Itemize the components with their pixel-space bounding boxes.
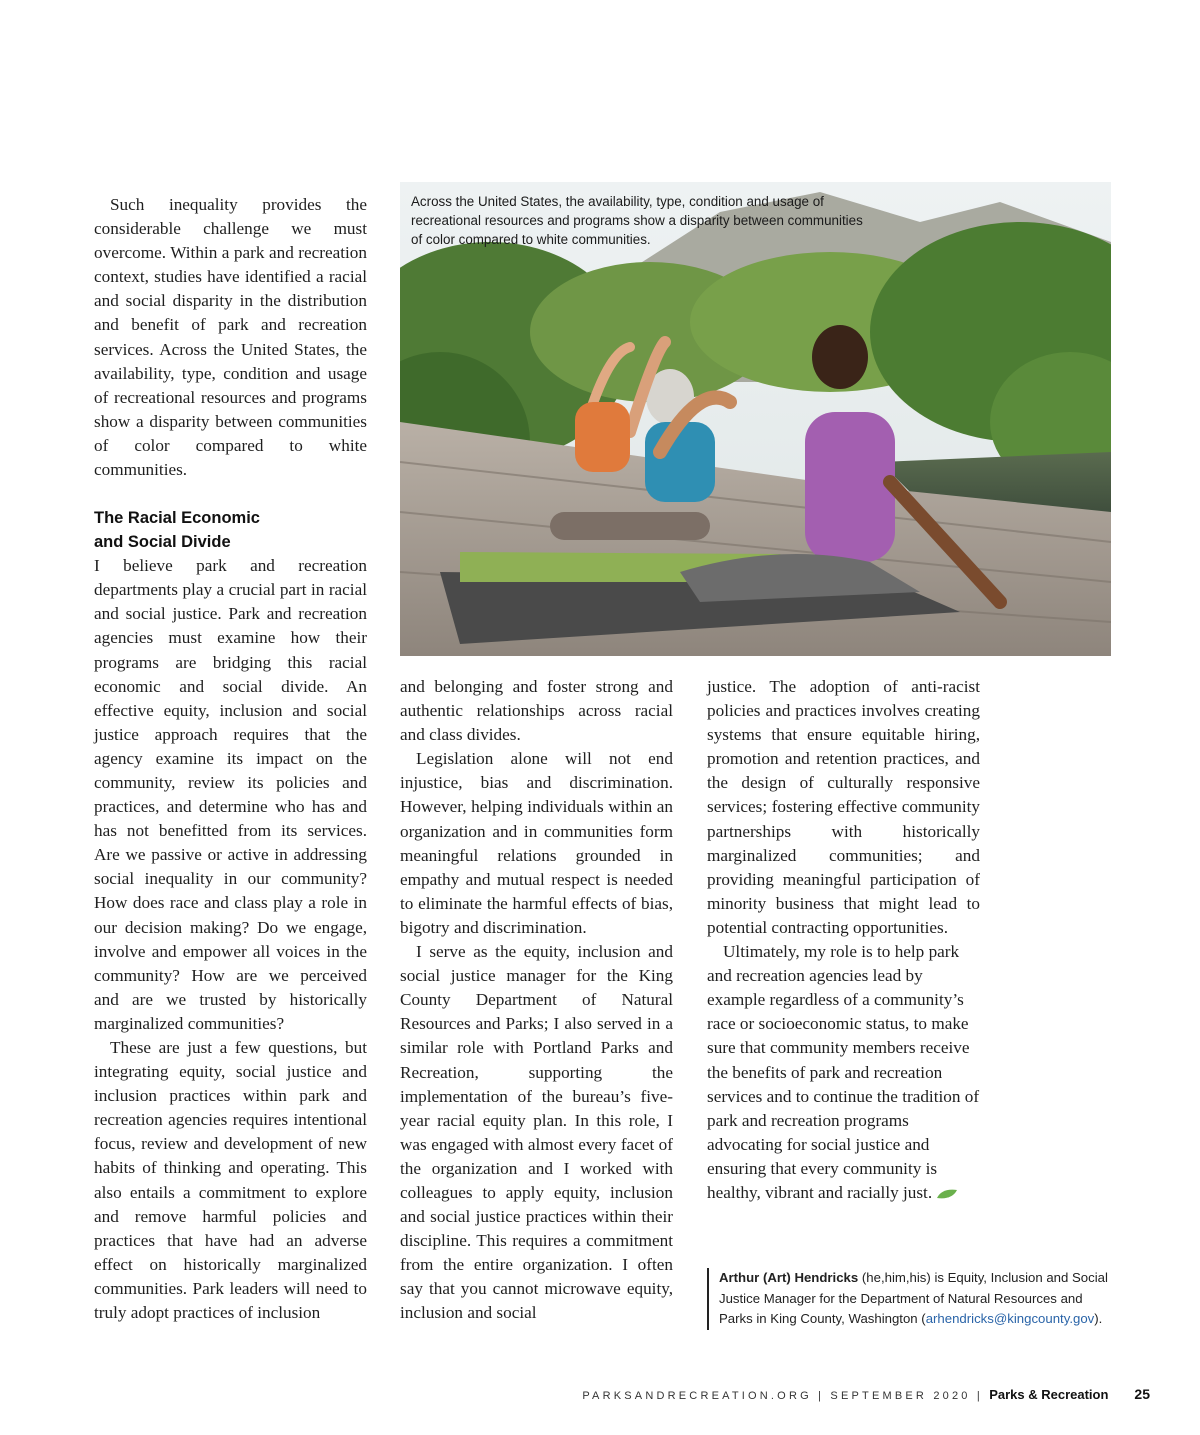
article-photo (400, 182, 1111, 656)
paragraph: I serve as the equity, inclusion and social justice manager for the King County Department of Natural Resources and Parks; I also served in a similar role with Portland Parks and Recreation, supporting the implementation of the bureau’s five-year racial equity plan. In this role, I was engaged with almost every facet of the organization and I worked with colleagues to apply equity, inclusion and social justice practices within their discipline. This requires a commitment from the entire organization. I often say that you cannot microwave equity, inclusion and social (400, 942, 673, 1323)
author-email-link[interactable]: arhendricks@kingcounty.gov (925, 1311, 1095, 1326)
footer-magazine-name: Parks & Recreation (989, 1387, 1109, 1402)
paragraph: I believe park and recreation departments play a crucial part in racial and social justice. Park and recreation agencies must examine how their programs are bridging this racial economic and social divide. An effective equity, inclusion and social justice approach requires that the agency examine its impact on the community, review its policies and practices, and determine who has and has not benefitted from its services. Are we passive or active in addressing social inequality in our community? How does race and class play a role in our decision making? Do we engage, involve and empower all voices in the community? How are we perceived and are we trusted by historically marginalized communities? (94, 556, 367, 1033)
paragraph: justice. The adoption of anti-racist policies and practices involves creating systems that ensure equitable hiring, promotion and retention practices, and the design of culturally responsive services; fostering effective community partnerships with historically marginalized communities; and providing meaningful participation of minority business that might lead to potential contracting opportunities. (707, 677, 980, 937)
article-column-1 (94, 193, 367, 1325)
footer-separator: | (970, 1390, 990, 1402)
paragraph: Such inequality provides the considerable challenge we must overcome. Within a park and recreation context, studies have identified a racial and social disparity in the distribution and benefit of park and recreation services. Across the United States, the availability, type, condition and usage of recreational resources and programs show a disparity between communities of color compared to white communities. (94, 195, 367, 480)
bio-close: ). (1094, 1311, 1103, 1326)
footer-separator: | (811, 1390, 831, 1402)
paragraph: Legislation alone will not end injustice, bias and discrimination. However, helping individuals within an organization and in communities form meaningful relations grounded in empathy and mutual respect is needed to eliminate the harmful effects of bias, bigotry and discrimination. (400, 749, 673, 937)
heading-line: The Racial Economic (94, 509, 260, 528)
page-number: 25 (1134, 1386, 1150, 1402)
yoga-class-illustration (400, 182, 1111, 656)
closing-paragraph-text: Ultimately, my role is to help park and recreation agencies lead by example regardless of a community’s race or socioeconomic status, to make sure that community members receive the benefits of park and recreation services and to continue the tradition of park and recreation programs advocating for social justice and ensuring that every community is healthy, vibrant and racially just. (707, 942, 980, 1202)
footer-date: SEPTEMBER 2020 (830, 1390, 971, 1402)
article-column-3 (707, 675, 980, 1205)
paragraph (707, 940, 980, 1205)
author-bio (707, 1268, 1119, 1330)
section-heading (94, 506, 367, 554)
page-footer (0, 1386, 1150, 1402)
author-name: Arthur (Art) Hendricks (719, 1270, 859, 1285)
paragraph: and belonging and foster strong and authentic relationships across racial and class divides. (400, 677, 673, 745)
heading-line: and Social Divide (94, 533, 231, 552)
photo-caption: Across the United States, the availability, type, condition and usage of recreational resources and programs show a disparity between communities of color compared to white communities. (411, 194, 863, 247)
leaf-icon (936, 1188, 958, 1200)
paragraph: These are just a few questions, but integrating equity, social justice and inclusion practices within park and recreation agencies requires intentional focus, review and development of new habits of thinking and operating. This also entails a commitment to explore and remove harmful policies and practices that have had an adverse effect on historically marginalized communities. Park leaders will need to truly adopt practices of inclusion (94, 1038, 367, 1323)
author-pronouns: (he,him,his) (858, 1270, 931, 1285)
article-column-2 (400, 675, 673, 1326)
footer-site: PARKSANDRECREATION.ORG (582, 1390, 812, 1402)
author-description: is Equity, Inclusion and Social Justice Manager for the Department of Natural Resources and Parks in King County, Washington ( (719, 1270, 1108, 1326)
